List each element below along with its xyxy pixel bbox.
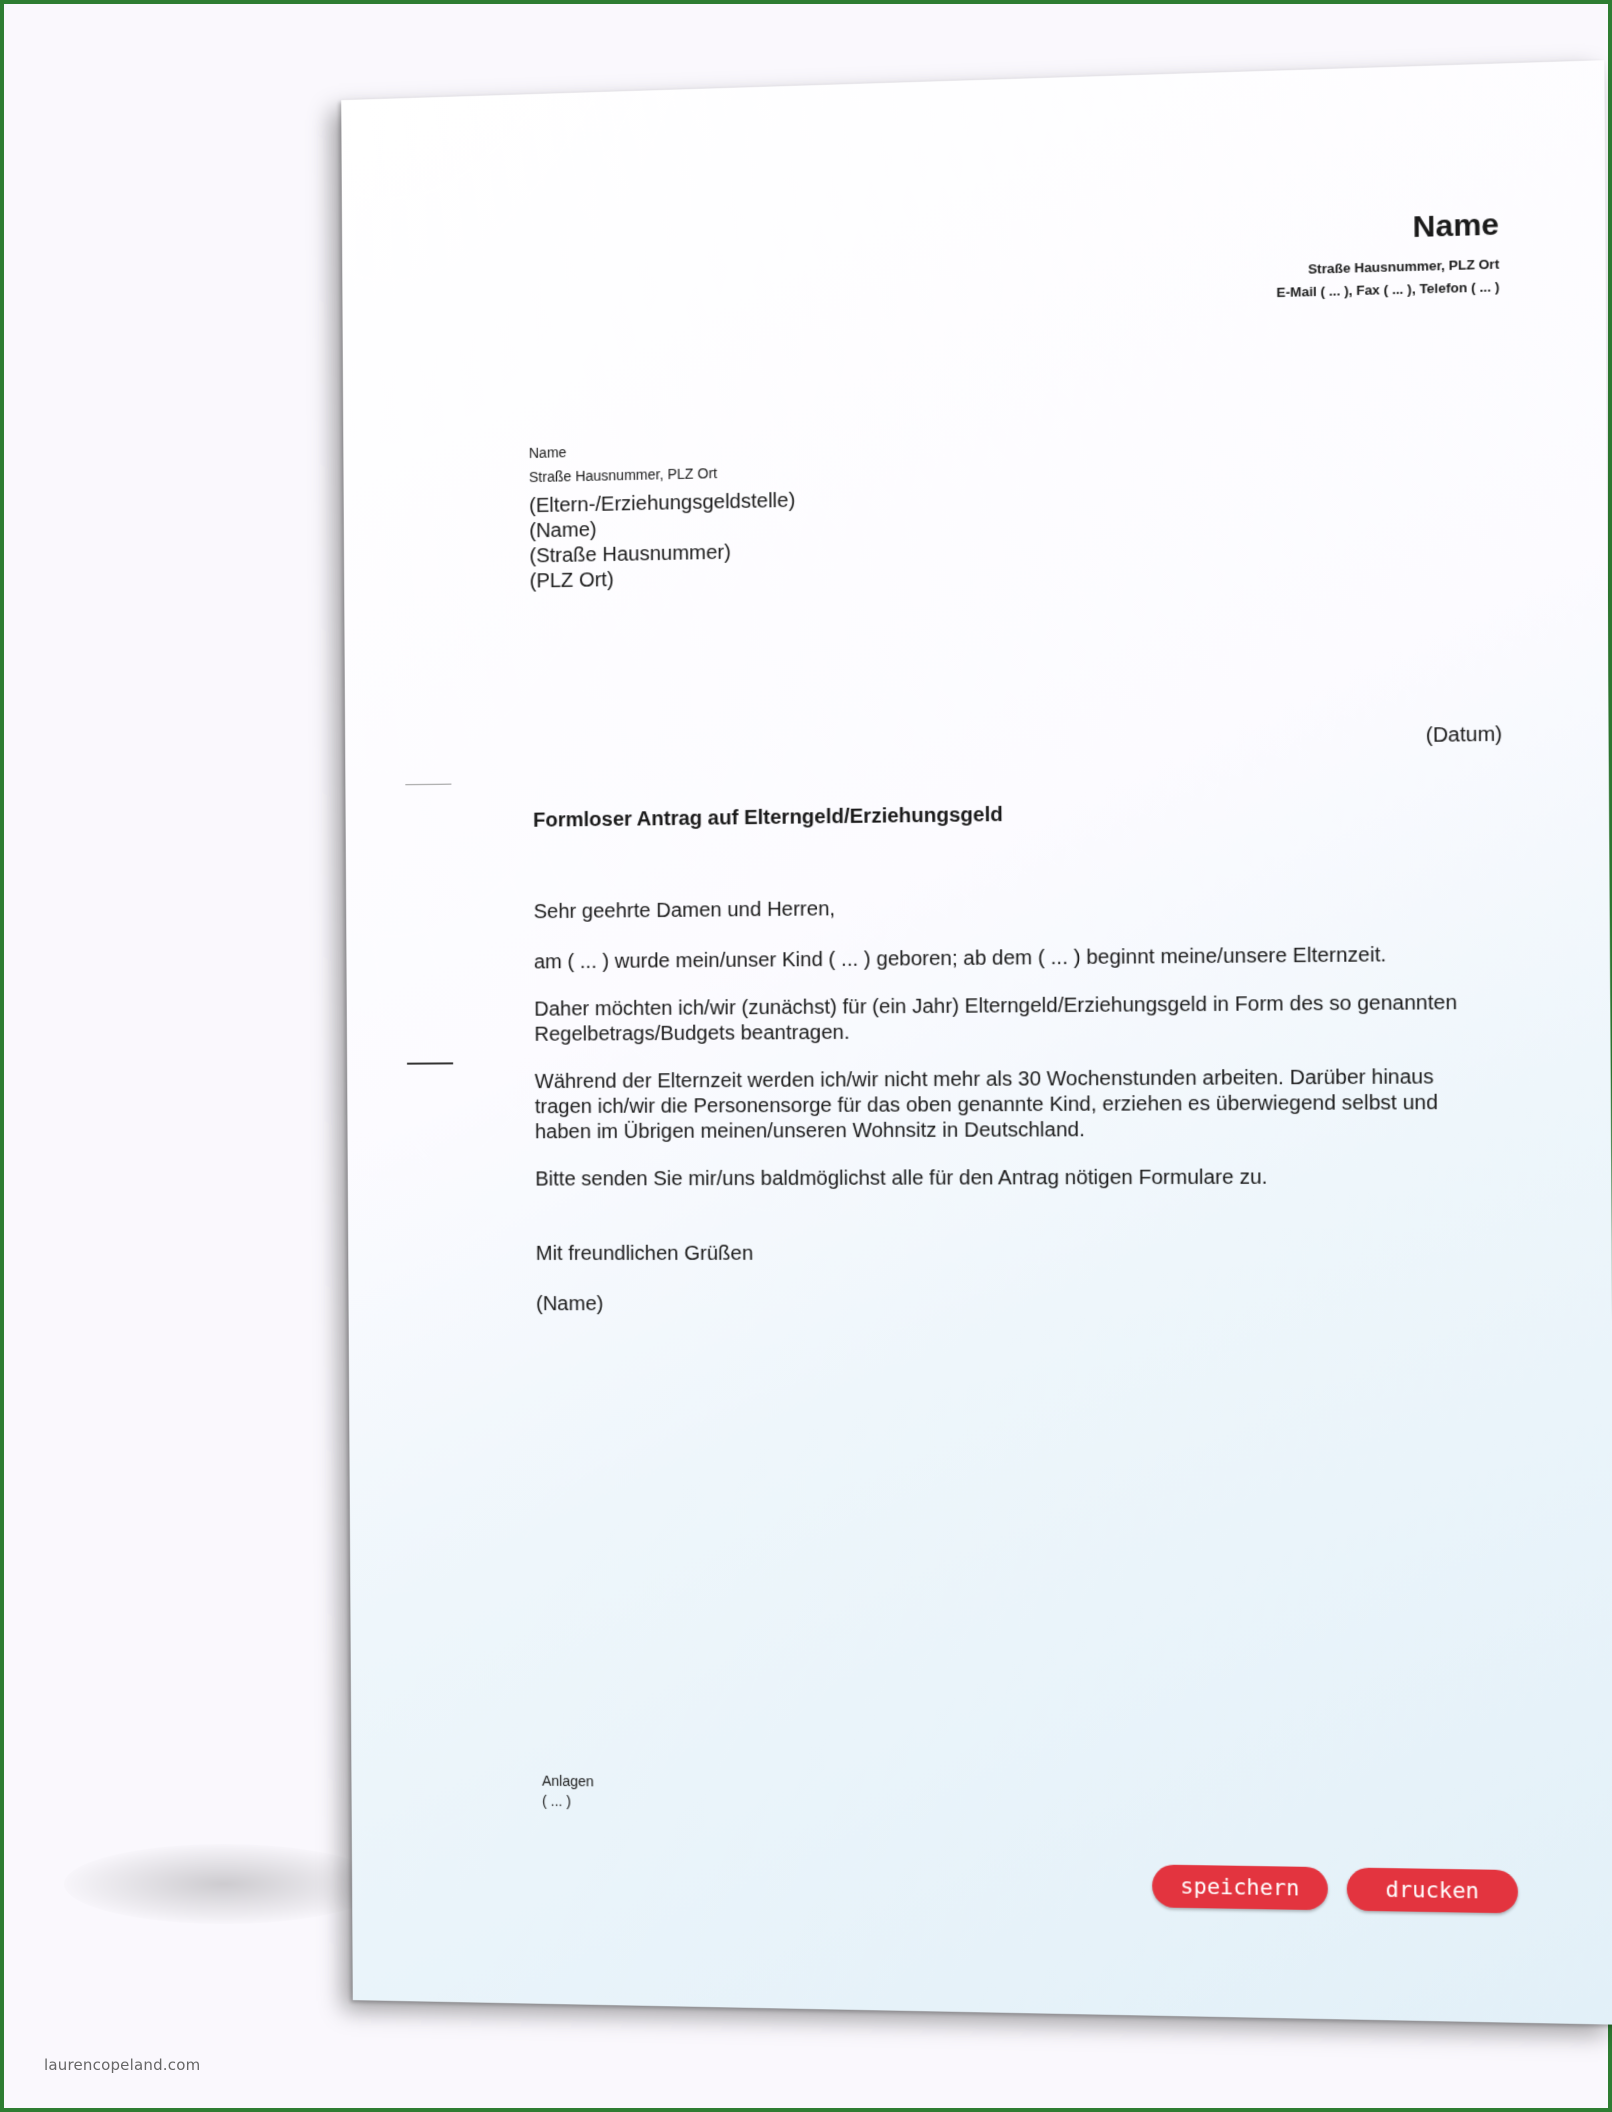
page-shadow	[64, 1844, 384, 1924]
sender-name: Name	[1412, 207, 1500, 245]
recipient-line-1: (Eltern-/Erziehungsgeldstelle)	[529, 489, 796, 518]
return-address	[529, 437, 718, 489]
body-paragraph-2: Daher möchten ich/wir (zunächst) für (ein Jahr) Elterngeld/Erziehungsgeld in Form des so genannten Regelbetrags/Budgets beantragen.	[534, 991, 1458, 1046]
closing-salutation: Mit freundlichen Grüßen	[535, 1242, 754, 1265]
watermark-text: laurencopeland.com	[44, 2056, 201, 2074]
attachments-label: Anlagen	[541, 1772, 594, 1790]
sender-contact: E-Mail ( ... ), Fax ( ... ), Telefon ( ... )	[1276, 278, 1500, 301]
print-button[interactable]: drucken	[1347, 1867, 1518, 1913]
document-preview	[341, 60, 1612, 2025]
body-paragraph-1: am ( ... ) wurde mein/unser Kind ( ... ) geboren; ab dem ( ... ) beginnt meine/unsere Elternzeit.	[533, 943, 1387, 974]
sender-block	[1276, 208, 1499, 304]
recipient-line-2: (Name)	[529, 518, 597, 543]
letter-greeting: Sehr geehrte Damen und Herren,	[533, 898, 836, 924]
save-button[interactable]: speichern	[1152, 1864, 1328, 1910]
return-address-street: Straße Hausnummer, PLZ Ort	[528, 464, 718, 486]
recipient-line-3: (Straße Hausnummer)	[529, 541, 732, 568]
letter-date: (Datum)	[1425, 723, 1503, 748]
recipient-address	[529, 489, 796, 595]
closing-signature: (Name)	[535, 1293, 604, 1316]
recipient-line-4: (PLZ Ort)	[529, 568, 614, 593]
letter-body	[534, 891, 1465, 1215]
fold-mark-middle	[407, 1062, 453, 1064]
body-paragraph-4: Bitte senden Sie mir/uns baldmöglichst alle für den Antrag nötigen Formulare zu.	[535, 1166, 1268, 1191]
letter-subject: Formloser Antrag auf Elterngeld/Erziehungsgeld	[533, 803, 1003, 832]
attachments	[542, 1771, 594, 1812]
action-buttons	[1152, 1864, 1518, 1913]
return-address-name: Name	[528, 444, 567, 462]
letter-closing	[536, 1242, 754, 1318]
attachments-value: ( ... )	[542, 1792, 572, 1810]
fold-mark-top	[405, 784, 451, 786]
letter-page	[341, 60, 1612, 2025]
sender-address: Straße Hausnummer, PLZ Ort	[1307, 256, 1500, 277]
body-paragraph-3: Während der Elternzeit werden ich/wir nicht mehr als 30 Wochenstunden arbeiten. Darüber hinaus tragen ich/wir die Personensorge für das oben genannte Kind, erziehen es überwiegend selbst und haben im Übrigen meinen/unseren Wohnsitz in Deutschland.	[534, 1065, 1438, 1144]
